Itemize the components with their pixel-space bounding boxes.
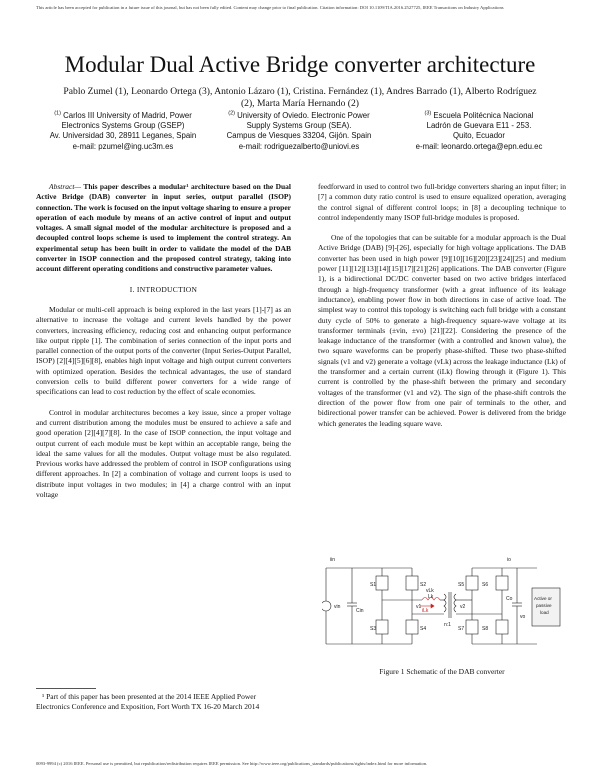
label-s6: S6	[482, 582, 489, 588]
affiliation-1-email: e-mail: pzumel@ing.uc3m.es	[72, 141, 174, 151]
primary-bridge	[376, 568, 418, 644]
affiliation-3-line-1: Escuela Politécnica Nacional	[433, 111, 534, 120]
affiliation-1-line-1: Carlos III University of Madrid, Power	[63, 111, 192, 120]
label-s1: S1	[370, 582, 377, 588]
section-heading-introduction: I. INTRODUCTION	[129, 284, 198, 294]
label-s4: S4	[420, 626, 427, 632]
label-v-in: vin	[334, 604, 341, 610]
affiliation-2	[212, 111, 386, 152]
input-capacitor	[347, 568, 357, 644]
abstract	[36, 182, 291, 275]
affiliation-2-line-2: Supply Systems Group (SEA).	[246, 121, 352, 131]
label-i-lk: iLk	[422, 608, 429, 614]
label-load-line-1: Active or	[534, 596, 552, 601]
footnote: ¹ Part of this paper has been presented at the 2014 IEEE Applied Power Electronics Conference and Exposition, Fort Worth TX 16-20 March 2014	[36, 692, 260, 712]
label-s7: S7	[458, 626, 465, 632]
affiliation-1-number: (1)	[54, 110, 61, 117]
affiliation-2-email: e-mail: rodriguezalberto@uniovi.es	[238, 141, 360, 151]
affiliation-2-line-1: University of Oviedo. Electronic Power	[237, 111, 370, 120]
affiliation-1-line-3: Av. Universidad 30, 28911 Leganes, Spain	[49, 131, 197, 141]
intro-paragraph-2: Control in modular architectures becomes a key issue, since a proper voltage and current distribution among the modules must be ensured to achieve a safe and good operation [2][4][7][8]. In the case of ISOP connection, the input voltage and output current of each module must be kept within an acceptable range, being the ideal the same values for all the modules. Output voltage must be also regulated. Previous works have addressed the problem of control in ISOP configurations using different approaches. In [2] a combination of voltage and current loops is used to distribute input voltages in two modules; in [4] a charge control with an input voltage	[36, 407, 291, 500]
label-s3: S3	[370, 626, 377, 632]
label-v-o: vo	[520, 614, 526, 620]
affiliation-1	[34, 111, 212, 152]
author-list: Pablo Zumel (1), Leonardo Ortega (3), Antonio Lázaro (1), Cristina. Fernández (1), Andres Barrado (1), Alberto Rodríguez (2), Marta María Hernando (2)	[63, 86, 537, 109]
output-capacitor	[512, 568, 522, 644]
label-load-line-3: load	[540, 610, 549, 615]
label-load-line-2: passive	[536, 603, 552, 608]
label-s8: S8	[482, 626, 489, 632]
label-s2: S2	[420, 582, 427, 588]
affiliation-3-email: e-mail: leonardo.ortega@epn.edu.ec	[415, 141, 543, 151]
footnote-divider	[36, 688, 96, 689]
label-turns-ratio: n:1	[444, 622, 451, 628]
intro-paragraph-4: One of the topologies that can be suitable for a modular approach is the Dual Active Bridge (DAB) [9]-[26], especially for high voltage applications. The DAB converter has been used in high power [9][10][16][20][23][24][25] and medium power [11][12][13][14][15][17][21][26] applications. The DAB converter (Figure 1), is a bidirectional DC/DC converter based on two active bridges interfaced through a high-frequency transformer (with a great influence of its leakage inductance), enabling power flow in both directions in case of active load. The simplest way to control this topology is switching each full bridge with a constant duty cycle of 50% to generate a high-frequency square-wave voltage at its transformer terminals (±vin, ±vo) [21][22]. Considering the presence of the leakage inductance of the transformer (with a controlled and known value), the two square waveforms can be properly phase-shifted. These two phase-shifted signals (v1 and v2) generate a voltage (vLk) across the leakage inductance (Lk) of the transformer and a certain current (iLk) flowing through it (Figure 1). This current is controlled by the phase-shift between the primary and secondary voltages of the transformer (v1 and v2). The sign of the phase-shift controls the direction of the power flow from one pair of terminals to the other, and bidirectional power transfer can be achieved. Power is delivered from the bridge which generates the leading square wave.	[318, 233, 566, 428]
affiliation-3-line-3: Quito, Ecuador	[452, 131, 505, 141]
label-v1: v1	[416, 604, 422, 610]
label-s5: S5	[458, 582, 465, 588]
paper-title: Modular Dual Active Bridge converter architecture	[64, 52, 536, 77]
intro-paragraph-3: feedforward in used to control two full-bridge converters sharing an input filter; in [7] a common duty ratio control is used to ensure equalized operation, averaging the control signal of different control loops; in [8] a decoupling technique to control independently many ISOP full-bridge modules is proposed.	[318, 182, 566, 222]
left-column	[36, 182, 291, 510]
abstract-text: This paper describes a modular¹ architecture based on the Dual Active Bridge (DAB) converter in input series, output parallel (ISOP) connection. The work is focused on the input voltage sharing to ensure a proper operation of each module by means of an active control of input and output voltages. A small signal model of the modular architecture is proposed and a decoupled control loops scheme is used to implement the control strategy. An experimental setup has been built in order to validate the model of the DAB converter in ISOP connection and the proposed control strategy, taking into account different operating conditions and constructive parameter values.	[36, 182, 291, 274]
label-l-k: Lk	[428, 594, 434, 600]
right-column	[318, 182, 566, 439]
label-c-in: Cin	[356, 608, 364, 614]
affiliation-3-line-2: Ladrón de Guevara E11 - 253.	[426, 121, 532, 131]
secondary-bridge	[466, 568, 537, 644]
transformer-stage	[382, 592, 502, 618]
affiliation-1-line-2: Electronics Systems Group (GSEP)	[61, 121, 185, 131]
abstract-label: Abstract—	[49, 182, 82, 191]
label-i-in: iin	[330, 557, 336, 563]
label-i-o: io	[507, 557, 511, 563]
label-c-o: Co	[506, 596, 513, 602]
affiliation-3	[390, 111, 568, 152]
journal-header-note: This article has been accepted for publication in a future issue of this journal, but has not been fully edited. Content may change prior to final publication. Citation information: DOI 10.1109/TIA.2016.2527725, IEEE Transactions on Industry Applications	[36, 5, 504, 10]
affiliation-2-line-3: Campus de Viesques 33204, Gijón. Spain	[226, 131, 372, 141]
affiliation-2-number: (2)	[228, 110, 235, 117]
label-v2: v2	[460, 604, 466, 610]
dab-schematic-figure	[322, 548, 562, 660]
copyright-footer: 0093-9994 (c) 2016 IEEE. Personal use is permitted, but republication/redistribution requires IEEE permission. See http://www.ieee.org/publications_standards/publications/rights/index.html for more information.	[36, 761, 428, 766]
intro-paragraph-1: Modular or multi-cell approach is being explored in the last years [1]-[7] as an alternative to increase the voltage and current levels handled by the power converters, increasing efficiency, reducing cost and enhancing output performance like output ripple [1]. The combination of series connection of the input ports and parallel connection of the output ports of the converter (Input Series-Output Parallel, ISOP) [2][4][5][6][8], enables high input voltage and high output current converters with optimized operation. Besides the technical advantages, the use of standard conversion cells to build different power converters for a wide range of specifications can lead to cost reduction by the effect of scale economies.	[36, 304, 291, 397]
label-v-lk: vLk	[426, 588, 434, 594]
affiliation-3-number: (3)	[424, 110, 432, 117]
figure-caption: Figure 1 Schematic of the DAB converter	[379, 667, 505, 676]
